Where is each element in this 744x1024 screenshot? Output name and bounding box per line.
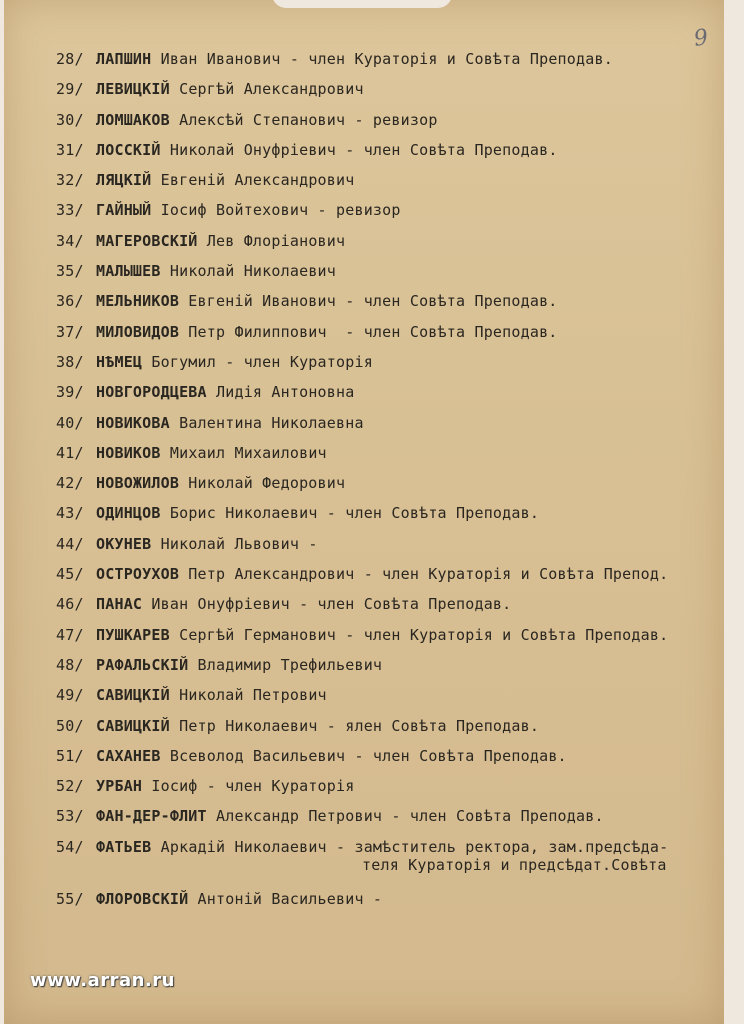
entry-surname: ОСТРОУХОВ: [96, 565, 180, 584]
entry-surname: НѢМЕЦ: [96, 352, 143, 371]
entry-number: 45/: [56, 565, 84, 584]
entry-details: Николай Львович -: [151, 534, 318, 553]
entry-number: 38/: [56, 352, 84, 371]
entry-details: Владимир Трефильевич: [188, 655, 383, 674]
entry-details: Валентина Николаевна: [169, 413, 364, 432]
list-item: [56, 201, 716, 231]
list-item: [56, 656, 716, 686]
list-item: [56, 717, 716, 747]
entry-number: 35/: [56, 262, 84, 281]
list-item: [56, 111, 716, 141]
entry-details: Всеволод Васильевич - член Совѣта Преподав.: [160, 746, 567, 765]
list-item: [56, 232, 716, 262]
entry-details: Iосиф Войтехович - ревизор: [151, 201, 401, 220]
list-item: [56, 626, 716, 656]
entry-surname: САВИЦКIЙ: [96, 716, 170, 735]
entry-details: Лидiя Антоновна: [206, 383, 355, 402]
list-item: [56, 262, 716, 292]
entry-surname: ПУШКАРЕВ: [96, 625, 170, 644]
list-item: [56, 444, 716, 474]
entry-number: 51/: [56, 746, 84, 765]
entry-details: Михаил Михаилович: [160, 443, 327, 462]
entry-surname: МАГЕРОВСКIЙ: [96, 231, 198, 250]
entry-details: Петр Александрович - член Кураторiя и Совѣта Препод.: [179, 565, 669, 584]
list-item: [56, 292, 716, 322]
entry-number: 46/: [56, 595, 84, 614]
entry-surname: САХАНЕВ: [96, 746, 161, 765]
entry-number: 32/: [56, 171, 84, 190]
entry-details: Евгенiй Иванович - член Совѣта Преподав.: [179, 292, 558, 311]
entry-number: 50/: [56, 716, 84, 735]
entry-surname: МИЛОВИДОВ: [96, 322, 180, 341]
entry-surname: ЛОССКIЙ: [96, 140, 161, 159]
entry-number: 41/: [56, 443, 84, 462]
entry-surname: ЛАПШИН: [96, 50, 152, 68]
entry-details: Николай Федорович: [179, 474, 346, 493]
list-item: [56, 171, 716, 201]
entry-number: 55/: [56, 889, 84, 908]
entry-number: 33/: [56, 201, 84, 220]
entry-details: Богумил - член Кураторiя: [142, 352, 373, 371]
entry-surname: ОКУНЕВ: [96, 534, 152, 553]
entry-details: Александр Петрович - член Совѣта Преподав.: [206, 807, 604, 826]
entry-number: 36/: [56, 292, 84, 311]
list-item: [56, 323, 716, 353]
entry-number: 31/: [56, 140, 84, 159]
entry-surname: НОВИКОВ: [96, 443, 161, 462]
entry-surname: ГАЙНЫЙ: [96, 201, 152, 220]
entry-surname: РАФАЛЬСКIЙ: [96, 655, 189, 674]
entry-surname: ПАНАС: [96, 595, 143, 614]
list-item: [56, 777, 716, 807]
entry-surname: ЛОМШАКОВ: [96, 110, 170, 129]
entry-surname: НОВГОРОДЦЕВА: [96, 383, 207, 402]
entry-surname: УРБАН: [96, 777, 143, 796]
entry-surname: ЛЯЦКIЙ: [96, 171, 152, 190]
list-item: [56, 686, 716, 716]
entry-details: Петр Филиппович - член Совѣта Преподав.: [179, 322, 558, 341]
list-item: [56, 565, 716, 595]
entry-details: Антонiй Васильевич -: [188, 889, 383, 908]
entry-number: 30/: [56, 110, 84, 129]
entry-details: Аркадiй Николаевич - замѣститель ректора, зам.предсѣда-: [151, 837, 669, 856]
entry-details: Николай Петрович: [169, 686, 327, 705]
entry-details: Николай Николаевич: [160, 262, 337, 281]
entry-surname: САВИЦКIЙ: [96, 686, 170, 705]
entry-surname: ФАН-ДЕР-ФЛИТ: [96, 807, 207, 826]
entry-details: Алексѣй Степанович - ревизор: [169, 110, 438, 129]
entry-surname: ФАТЬЕВ: [96, 837, 152, 856]
entry-details: Иван Иванович - член Кураторiя и Совѣта Преподав.: [151, 50, 613, 68]
list-item: [56, 353, 716, 383]
entry-details: Иван Онуфрiевич - член Совѣта Преподав.: [142, 595, 512, 614]
entry-surname: МАЛЫШЕВ: [96, 262, 161, 281]
entry-details: Петр Николаевич - ялен Совѣта Преподав.: [169, 716, 540, 735]
entry-number: 49/: [56, 686, 84, 705]
entry-surname: ЛЕВИЦКIЙ: [96, 80, 170, 99]
entry-details: Борис Николаевич - член Совѣта Преподав.: [160, 504, 540, 523]
entry-surname: ФЛОРОВСКIЙ: [96, 889, 189, 908]
list-item: [56, 383, 716, 413]
entry-details: Iосиф - член Кураторiя: [142, 777, 355, 796]
entry-number: 48/: [56, 655, 84, 674]
entry-number: 29/: [56, 80, 84, 99]
entry-details: Сергѣй Александрович: [169, 80, 364, 99]
list-item: [56, 414, 716, 444]
list-item: [56, 474, 716, 504]
watermark: www.arran.ru: [30, 970, 175, 991]
entry-number: 44/: [56, 534, 84, 553]
page-number: 9: [692, 25, 710, 52]
entry-surname: МЕЛЬНИКОВ: [96, 292, 180, 311]
entry-details: Николай Онуфрiевич - член Совѣта Преподав.: [160, 140, 558, 159]
entry-details: Сергѣй Германович - член Кураторiя и Совѣта Преподав.: [169, 625, 669, 644]
entry-surname: ОДИНЦОВ: [96, 504, 161, 523]
entry-number: 34/: [56, 231, 84, 250]
entry-number: 54/: [56, 837, 84, 856]
entry-number: 42/: [56, 474, 84, 493]
entry-number: 43/: [56, 504, 84, 523]
entry-details: Лев Флорiанович: [197, 231, 346, 250]
entry-number: 47/: [56, 625, 84, 644]
list-item: [56, 890, 716, 920]
list-item: [56, 141, 716, 171]
entry-details-continued: теля Кураторiя и предсѣдат.Совѣта: [362, 855, 667, 874]
list-item: [56, 504, 716, 534]
entry-number: 53/: [56, 807, 84, 826]
list-item: [56, 80, 716, 110]
entry-surname: НОВОЖИЛОВ: [96, 474, 180, 493]
list-item: [56, 747, 716, 777]
entry-number: 52/: [56, 777, 84, 796]
list-item: [56, 807, 716, 837]
entry-surname: НОВИКОВА: [96, 413, 170, 432]
entry-number: 28/: [56, 50, 84, 68]
list-item: [56, 535, 716, 565]
entry-number: 37/: [56, 322, 84, 341]
list-item: [56, 838, 716, 890]
member-list: [56, 50, 716, 920]
entry-details: Евгенiй Александрович: [151, 171, 355, 190]
list-item: [56, 595, 716, 625]
sheet-notch: [272, 0, 452, 8]
entry-number: 39/: [56, 383, 84, 402]
entry-number: 40/: [56, 413, 84, 432]
list-item: [56, 50, 716, 80]
